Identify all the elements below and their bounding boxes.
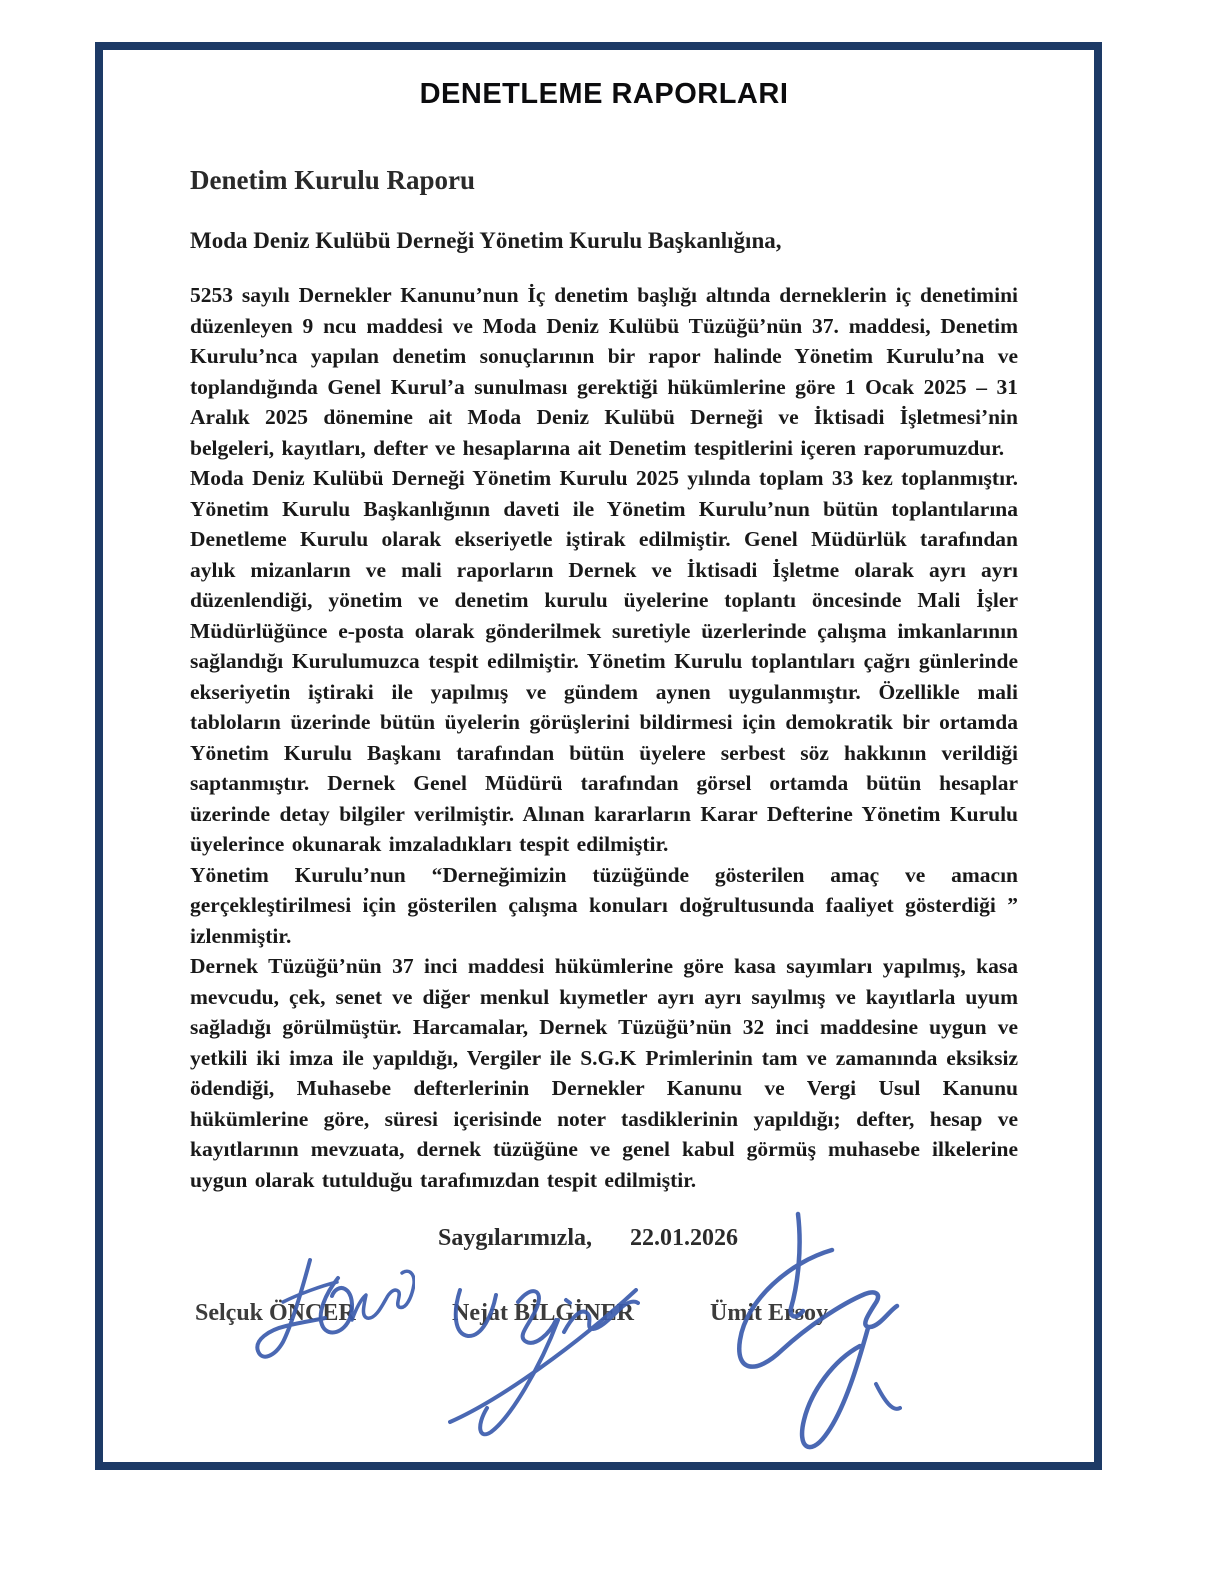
signer-name-nejat-bilginer: Nejat BİLGİNER	[452, 1300, 635, 1326]
signer-name-selcuk-oncer: Selçuk ÖNCER	[195, 1300, 356, 1326]
closing-date: 22.01.2026	[629, 1225, 738, 1251]
page-border-frame	[95, 42, 1102, 1470]
report-header-title: DENETLEME RAPORLARI	[419, 78, 789, 110]
page-content	[103, 50, 1094, 1342]
body-paragraph: Dernek Tüzüğü’nün 37 inci maddesi hükümlerine göre kasa sayımları yapılmış, kasa mevcudu, çek, senet ve diğer menkul kıymetler ayrı ayrı sayılmış ve kayıtlarla uyum sağladığı görülmüştür. Harcamalar, Dernek Tüzüğü’nün 32 inci maddesine uygun ve yetkili iki imza ile yapıldığı, Vergiler ile S.G.K Primlerinin tam ve zamanında eksiksiz ödendiği, Muhasebe defterlerinin Dernekler Kanunu ve Vergi Usul Kanunu hükümlerine göre, süresi içerisinde noter tasdiklerinin yapıldığı; defter, hesap ve kayıtlarının mevzuata, dernek tüzüğüne ve genel kabul görmüş muhasebe ilkelerine uygun olarak tutulduğu tarafımızdan tespit edilmiştir.	[190, 954, 1018, 1192]
closing-line	[190, 1225, 1018, 1252]
signer-name-umit-ersoy: Ümit Ersoy	[710, 1300, 828, 1326]
closing-regards: Saygılarımızla,	[438, 1225, 592, 1251]
body-paragraph: Yönetim Kurulu’nun “Derneğimizin tüzüğünde gösterilen amaç ve amacın gerçekleştirilmesi için gösterilen çalışma konuları doğrultusunda faaliyet gösterdiği ” izlenmiştir.	[190, 862, 1018, 948]
salutation-line: Moda Deniz Kulübü Derneği Yönetim Kurulu Başkanlığına,	[190, 228, 782, 253]
report-body	[190, 280, 1018, 1195]
body-paragraph: 5253 sayılı Dernekler Kanunu’nun İç denetim başlığı altında derneklerin iç denetimini düzenleyen 9 ncu maddesi ve Moda Deniz Kulübü Tüzüğü’nün 37. maddesi, Denetim Kurulu’nca yapılan denetim sonuçlarının bir rapor halinde Yönetim Kurulu’na ve toplandığında Genel Kurul’a sunulması gerektiği hükümlerine göre 1 Ocak 2025 – 31 Aralık 2025 dönemine ait Moda Deniz Kulübü Derneği ve İktisadi İşletmesi’nin belgeleri, kayıtları, defter ve hesaplarına ait Denetim tespitlerini içeren raporumuzdur.	[190, 283, 1018, 460]
body-paragraph: Moda Deniz Kulübü Derneği Yönetim Kurulu 2025 yılında toplam 33 kez toplanmıştır. Yönetim Kurulu Başkanlığının daveti ile Yönetim Kurulu’nun bütün toplantılarına Denetleme Kurulu olarak ekseriyetle iştirak edilmiştir. Genel Müdürlük tarafından aylık mizanların ve mali raporların Dernek ve İktisadi İşletme olarak ayrı ayrı düzenlendiği, yönetim ve denetim kurulu üyelerine toplantı öncesinde Mali İşler Müdürlüğünce e-posta olarak gönderilmek suretiyle üzerlerinde çalışma imkanlarının sağlandığı Kurulumuzca tespit edilmiştir. Yönetim Kurulu toplantıları çağrı günlerinde ekseriyetin iştiraki ile yapılmış ve gündem aynen uygulanmıştır. Özellikle mali tabloların üzerinde bütün üyelerin görüşlerini bildirmesi için demokratik bir ortamda Yönetim Kurulu Başkanı tarafından bütün üyelere serbest söz hakkının verildiği saptanmıştır. Dernek Genel Müdürü tarafından görsel ortamda bütün hesaplar üzerinde detay bilgiler verilmiştir. Alınan kararların Karar Defterine Yönetim Kurulu üyelerince okunarak imzaladıkları tespit edilmiştir.	[190, 466, 1018, 856]
signers-row	[190, 1300, 1018, 1342]
document-title: Denetim Kurulu Raporu	[190, 165, 476, 195]
